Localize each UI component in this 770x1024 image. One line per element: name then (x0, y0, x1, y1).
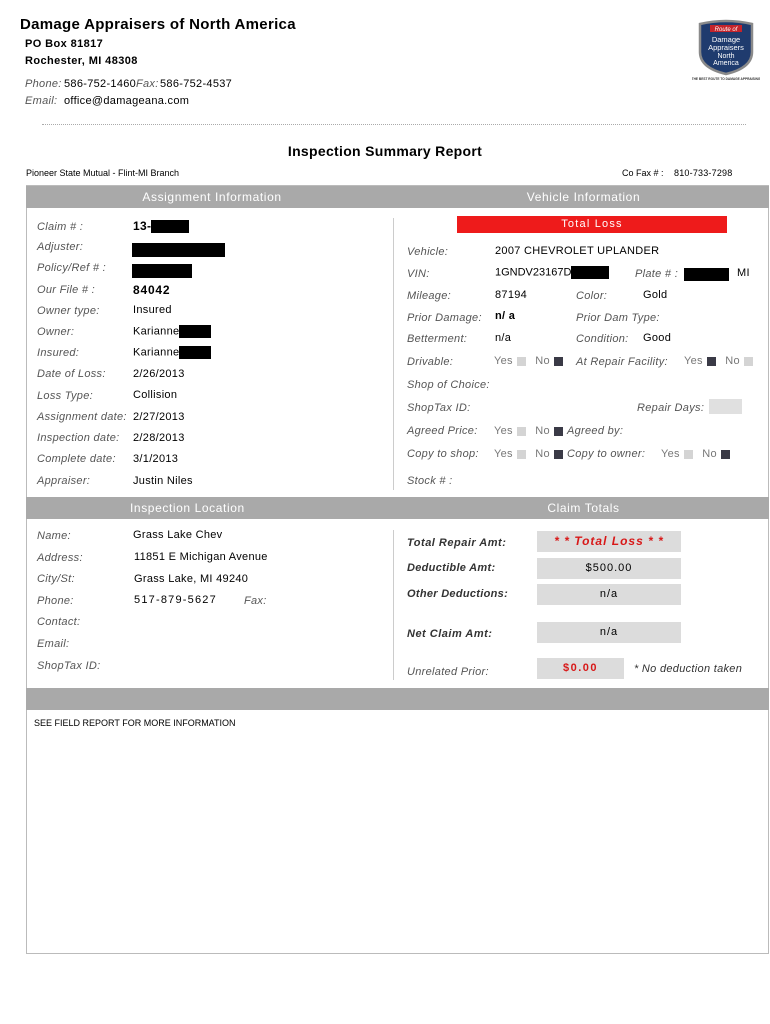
other-deductions-amount: n/a (537, 584, 681, 605)
cofax-label: Co Fax # : (622, 168, 664, 178)
betterment-label: Betterment: (407, 333, 468, 345)
facility-yes-checkbox[interactable] (707, 357, 716, 366)
svg-text:America: America (713, 60, 739, 67)
inspection-date-label: Inspection date: (37, 432, 120, 444)
drivable-label: Drivable: (407, 356, 454, 368)
drivable-options (494, 355, 563, 367)
agreed-by-label: Agreed by: (567, 425, 624, 437)
repair-days-label: Repair Days: (637, 402, 705, 414)
plate-label: Plate # : (635, 268, 679, 280)
copy-shop-yes-label: Yes (494, 448, 513, 460)
agreed-price-options (494, 425, 563, 437)
company-fax: 586-752-4537 (160, 78, 233, 90)
vin-number (495, 266, 609, 279)
shoptax-label: ShopTax ID: (407, 402, 471, 414)
location-name: Grass Lake Chev (133, 529, 223, 541)
redaction-bar (151, 220, 189, 233)
copy-owner-no-label: No (702, 448, 717, 460)
loss-type: Collision (133, 389, 178, 401)
redaction-bar (179, 325, 211, 338)
company-email: office@damageana.com (64, 95, 190, 107)
facility-no-label: No (725, 355, 740, 367)
owner-type-label: Owner type: (37, 305, 100, 317)
agreed-price-label: Agreed Price: (407, 425, 478, 437)
report-title: Inspection Summary Report (287, 143, 483, 159)
appraiser-name: Justin Niles (133, 475, 193, 487)
vehicle-description: 2007 CHEVROLET UPLANDER (495, 245, 660, 257)
column-divider (393, 218, 394, 490)
svg-text:North: North (717, 53, 735, 60)
owner-first-name: Karianne (133, 325, 180, 338)
unrelated-prior-amount: $0.00 (537, 658, 624, 679)
location-email-label: Email: (37, 638, 70, 650)
policy-redacted (132, 262, 192, 280)
location-shoptax-label: ShopTax ID: (37, 660, 101, 672)
vehicle-label: Vehicle: (407, 246, 449, 258)
vehicle-color: Gold (643, 289, 668, 301)
svg-text:Appraisers: Appraisers (708, 43, 744, 52)
plate-redacted (684, 266, 729, 284)
location-phone-label: Phone: (37, 595, 74, 607)
redaction-bar (132, 264, 192, 278)
location-contact-label: Contact: (37, 616, 81, 628)
net-claim-label: Net Claim Amt: (407, 628, 493, 640)
prior-damage-label: Prior Damage: (407, 312, 482, 324)
drivable-no-checkbox[interactable] (554, 357, 563, 366)
location-fax-label: Fax: (244, 595, 267, 607)
facility-yes-label: Yes (684, 355, 703, 367)
copy-owner-no-checkbox[interactable] (721, 450, 730, 459)
date-of-loss: 2/26/2013 (133, 368, 185, 380)
location-city: Grass Lake, MI 49240 (134, 573, 249, 585)
company-address-2: Rochester, MI 48308 (25, 55, 138, 67)
complete-date-label: Complete date: (37, 453, 116, 465)
owner-type: Insured (133, 304, 172, 316)
color-label: Color: (576, 290, 608, 302)
company-logo (692, 18, 760, 82)
appraiser-label: Appraiser: (37, 475, 91, 487)
prior-damage: n/ a (495, 310, 516, 322)
agreed-no-label: No (535, 425, 550, 437)
file-label: Our File # : (37, 284, 96, 296)
insured-first-name: Karianne (133, 346, 180, 359)
copy-owner-options (661, 448, 730, 460)
date-of-loss-label: Date of Loss: (37, 368, 106, 380)
vehicle-header: Vehicle Information (398, 186, 769, 208)
claim-label: Claim # : (37, 221, 84, 233)
loss-type-label: Loss Type: (37, 390, 93, 402)
shop-choice-label: Shop of Choice: (407, 379, 490, 391)
location-phone: 517-879-5627 (134, 594, 217, 606)
mileage: 87194 (495, 289, 528, 301)
copy-owner-yes-label: Yes (661, 448, 680, 460)
redaction-bar (132, 243, 225, 257)
redaction-bar (179, 346, 211, 359)
betterment: n/a (495, 332, 512, 344)
claim-number-value: 13- (133, 219, 152, 233)
email-label: Email: (25, 95, 58, 107)
location-header: Inspection Location (26, 497, 398, 519)
redaction-bar (684, 268, 729, 281)
owner-name (133, 325, 211, 338)
deductible-label: Deductible Amt: (407, 562, 496, 574)
other-deductions-label: Other Deductions: (407, 588, 509, 600)
header-divider (42, 124, 746, 125)
adjuster-label: Adjuster: (37, 241, 84, 253)
copy-shop-no-label: No (535, 448, 550, 460)
repair-facility-label: At Repair Facility: (576, 356, 668, 368)
file-number: 84042 (133, 283, 171, 297)
total-repair-amount: * * Total Loss * * (537, 531, 681, 552)
column-divider-2 (393, 530, 394, 680)
assignment-date-label: Assignment date: (37, 411, 127, 423)
condition-label: Condition: (576, 333, 629, 345)
repair-facility-options (684, 355, 753, 367)
drivable-yes-checkbox[interactable] (517, 357, 526, 366)
agreed-yes-checkbox[interactable] (517, 427, 526, 436)
unrelated-prior-label: Unrelated Prior: (407, 666, 489, 678)
stock-label: Stock # : (407, 475, 453, 487)
agreed-no-checkbox[interactable] (554, 427, 563, 436)
agreed-yes-label: Yes (494, 425, 513, 437)
owner-label: Owner: (37, 326, 75, 338)
assignment-date: 2/27/2013 (133, 411, 185, 423)
cofax-value: 810-733-7298 (674, 168, 733, 178)
total-repair-label: Total Repair Amt: (407, 537, 507, 549)
net-claim-amount: n/a (537, 622, 681, 643)
company-phone: 586-752-1460 (64, 78, 137, 90)
adjuster-redacted (132, 241, 225, 259)
location-city-label: City/St: (37, 573, 75, 585)
copy-shop-options (494, 448, 563, 460)
location-address: 11851 E Michigan Avenue (134, 551, 268, 563)
no-deduction-note: * No deduction taken (634, 663, 743, 675)
copy-shop-no-checkbox[interactable] (554, 450, 563, 459)
policy-label: Policy/Ref # : (37, 262, 107, 274)
repair-days-box (709, 399, 742, 414)
prior-dam-type-label: Prior Dam Type: (576, 312, 660, 324)
complete-date: 3/1/2013 (133, 453, 179, 465)
vin-label: VIN: (407, 268, 430, 280)
vehicle-condition: Good (643, 332, 672, 344)
notes-header (26, 688, 769, 710)
company-address-1: PO Box 81817 (25, 38, 104, 50)
copy-shop-label: Copy to shop: (407, 448, 479, 460)
svg-text:Damage: Damage (711, 35, 741, 44)
drivable-yes-label: Yes (494, 355, 513, 367)
redaction-bar (571, 266, 609, 279)
company-name: Damage Appraisers of North America (20, 16, 296, 33)
shield-logo-icon (692, 18, 760, 82)
vin-visible: 1GNDV23167D (495, 266, 572, 279)
inspection-date: 2/28/2013 (133, 432, 185, 444)
deductible-amount: $500.00 (537, 558, 681, 579)
copy-owner-label: Copy to owner: (567, 448, 646, 460)
fax-label: Fax: (136, 78, 159, 90)
drivable-no-label: No (535, 355, 550, 367)
copy-owner-yes-checkbox[interactable] (684, 450, 693, 459)
copy-shop-yes-checkbox[interactable] (517, 450, 526, 459)
notes-text: SEE FIELD REPORT FOR MORE INFORMATION (34, 718, 236, 728)
mileage-label: Mileage: (407, 290, 451, 302)
insured-label: Insured: (37, 347, 80, 359)
phone-label: Phone: (25, 78, 62, 90)
insured-name (133, 346, 211, 359)
facility-no-checkbox[interactable] (744, 357, 753, 366)
location-name-label: Name: (37, 530, 71, 542)
svg-text:Route of: Route of (714, 27, 738, 33)
claim-number (133, 219, 189, 233)
plate-state: MI (737, 267, 750, 279)
client-branch: Pioneer State Mutual - Flint-MI Branch (26, 168, 180, 178)
location-address-label: Address: (37, 552, 83, 564)
total-loss-banner: Total Loss (457, 216, 727, 233)
assignment-header: Assignment Information (26, 186, 398, 208)
svg-text:THE BEST ROUTE TO DAMAGE APPRA: THE BEST ROUTE TO DAMAGE APPRAISING (692, 77, 760, 81)
claim-totals-header: Claim Totals (398, 497, 769, 519)
